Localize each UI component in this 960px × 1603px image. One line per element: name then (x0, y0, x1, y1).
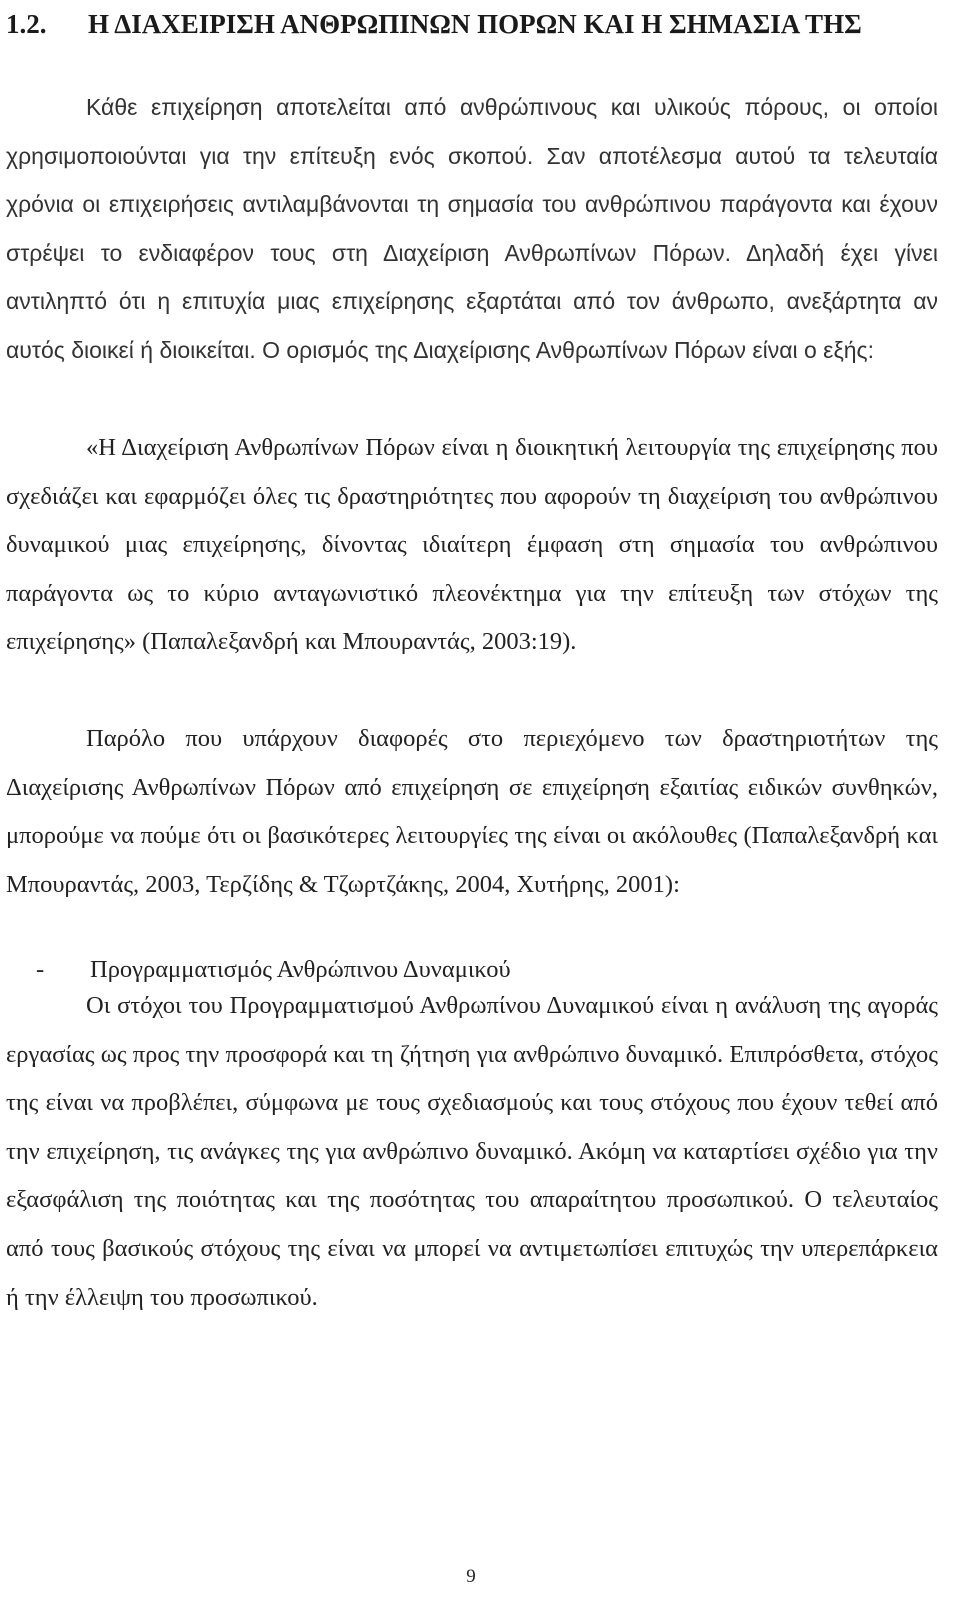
section-number: 1.2. (6, 9, 47, 39)
bullet-marker: - (36, 956, 45, 983)
planning-paragraph: Οι στόχοι του Προγραμματισμού Ανθρωπίνου Δυναμικού είναι η ανάλυση της αγοράς εργασίας ως προς την προσφορά και τη ζήτηση για ανθρώπινο δυναμικό. Επιπρόσθετα, στόχος της είναι να προβλέπει, σύμφωνα με τους σχεδιασμούς και τους στόχους που έχουν τεθεί από την επιχείρηση, τις ανάγκες της για ανθρώπινο δυναμικό. Ακόμη να καταρτίσει σχέδιο για την εξασφάλιση της ποιότητας και της ποσότητας του απαραίτητου προσωπικού. Ο τελευταίος από τους βασικούς στόχους της είναι να μπορεί να αντιμετωπίσει επιτυχώς την υπερεπάρκεια ή την έλλειψη του προσωπικού. (6, 992, 938, 1311)
section-title: Η ΔΙΑΧΕΙΡΙΣΗ ΑΝΘΡΩΠΙΝΩΝ ΠΟΡΩΝ ΚΑΙ Η ΣΗΜΑΣΙΑ ΤΗΣ (88, 9, 862, 39)
functions-paragraph: Παρόλο που υπάρχουν διαφορές στο περιεχόμενο των δραστηριοτήτων της Διαχείρισης Ανθρωπίνων Πόρων από επιχείρηση σε επιχείρηση εξαιτίας ειδικών συνθηκών, μπορούμε να πούμε ότι οι βασικότερες λειτουργίες της είναι οι ακόλουθες (Παπαλεξανδρή και Μπουραντάς, 2003, Τερζίδης & Τζωρτζάκης, 2004, Χυτήρης, 2001): (6, 725, 938, 898)
bullet-label: Προγραμματισμός Ανθρώπινου Δυναμικού (90, 956, 511, 983)
page-number: 9 (466, 1566, 476, 1587)
intro-paragraph: Κάθε επιχείρηση αποτελείται από ανθρώπινους και υλικούς πόρους, οι οποίοι χρησιμοποιούνται για την επίτευξη ενός σκοπού. Σαν αποτέλεσμα αυτού τα τελευταία χρόνια οι επιχειρήσεις αντιλαμβάνονται τη σημασία του ανθρώπινου παράγοντα και έχουν στρέψει το ενδιαφέρον τους στη Διαχείριση Ανθρωπίνων Πόρων. Δηλαδή έχει γίνει αντιληπτό ότι η επιτυχία μιας επιχείρησης εξαρτάται από τον άνθρωπο, ανεξάρτητα αν αυτός διοικεί ή διοικείται. Ο ορισμός της Διαχείρισης Ανθρωπίνων Πόρων είναι ο εξής: (6, 94, 938, 363)
definition-paragraph: «Η Διαχείριση Ανθρωπίνων Πόρων είναι η διοικητική λειτουργία της επιχείρησης που σχεδιάζει και εφαρμόζει όλες τις δραστηριότητες που αφορούν τη διαχείριση του ανθρώπινου δυναμικού μιας επιχείρησης, δίνοντας ιδιαίτερη έμφαση στη σημασία του ανθρώπινου παράγοντα ως το κύριο ανταγωνιστικό πλεονέκτημα για την επίτευξη των στόχων της επιχείρησης» (Παπαλεξανδρή και Μπουραντάς, 2003:19). (6, 434, 938, 656)
